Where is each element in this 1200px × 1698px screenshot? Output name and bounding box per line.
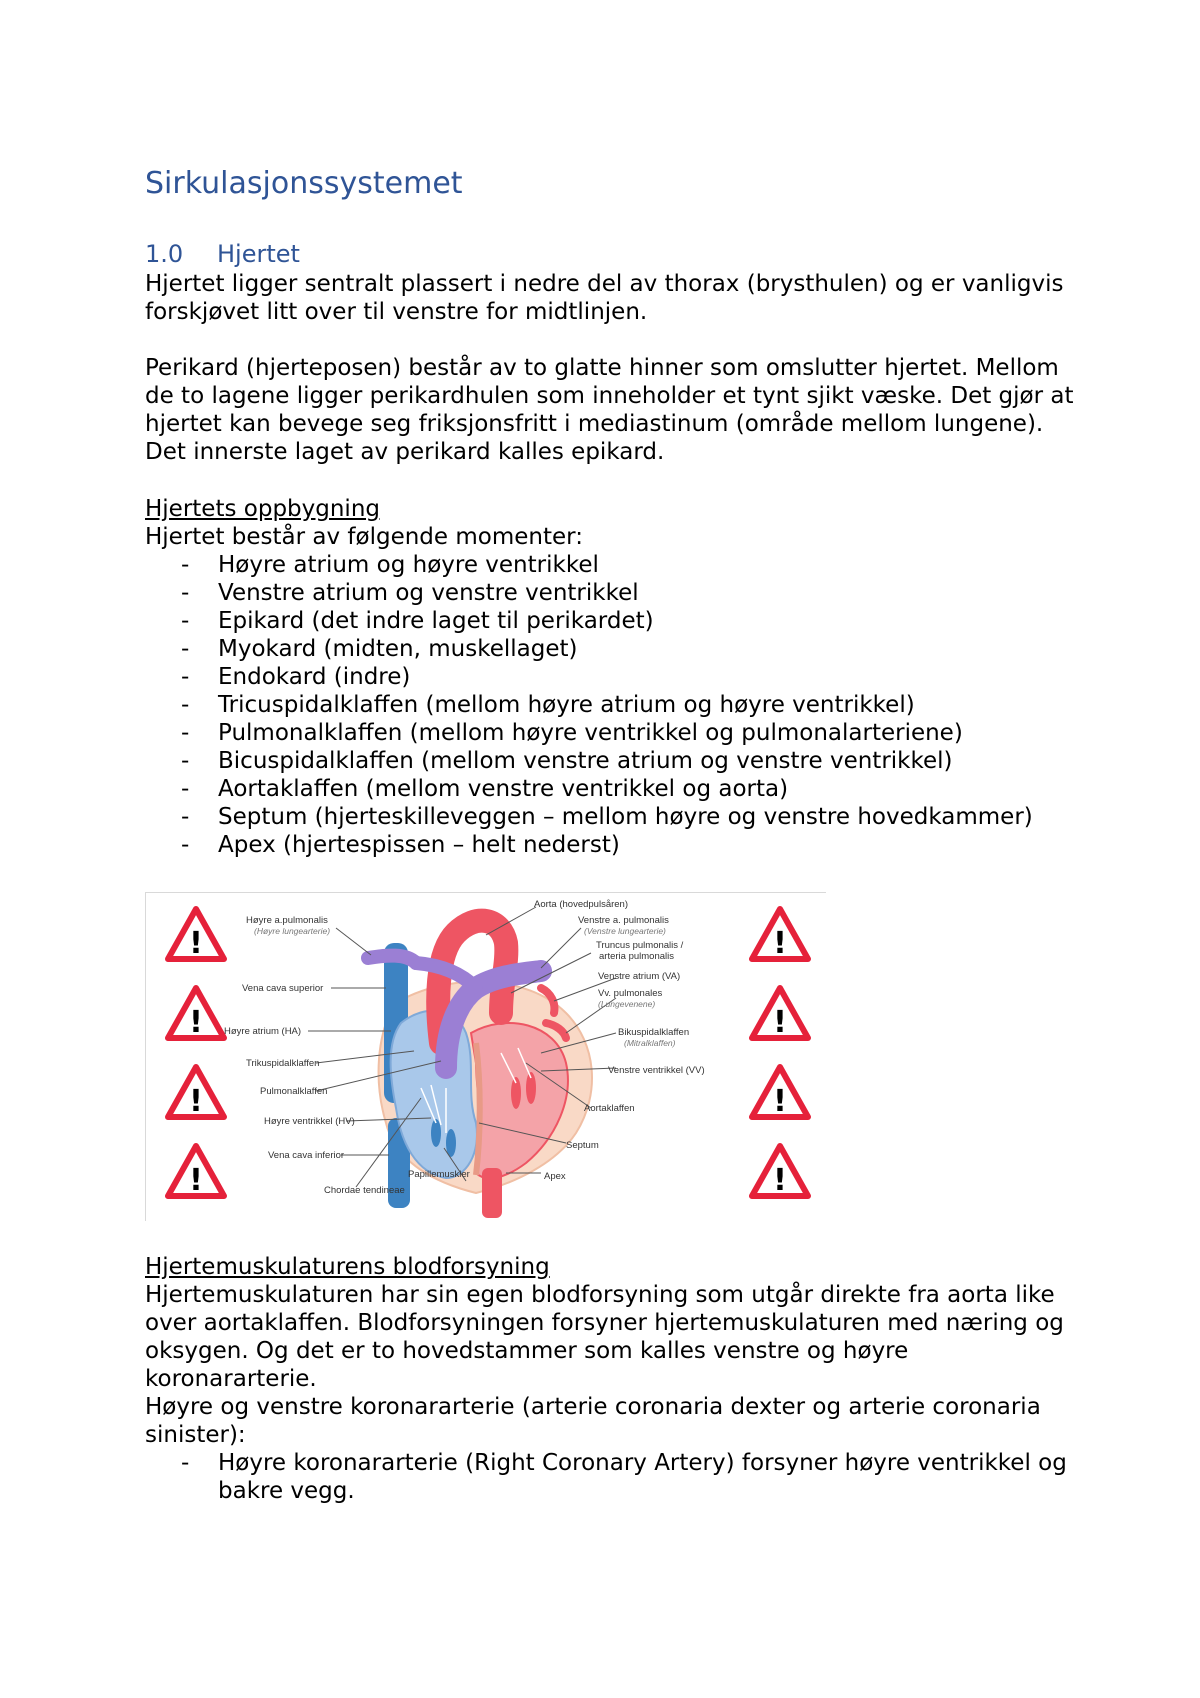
blodforsyning-paragraph: Hjertemuskulaturen har sin egen blodforsyning som utgår direkte fra aorta like over aortaklaffen. Blodforsyningen forsyner hjertemuskulaturen med næring og oksygen. Og det er to hovedstammer som kalles venstre og høyre koronararterie.	[145, 1282, 1064, 1392]
label-hoyre-lungearterie: (Høyre lungearterie)	[254, 926, 331, 936]
warning-icon	[752, 988, 808, 1040]
list-item: - Endokard (indre)	[145, 663, 1085, 691]
warning-glyph: !	[189, 1163, 203, 1198]
warning-glyph: !	[773, 926, 787, 961]
label-lungevenene: (Lungevenene)	[598, 999, 656, 1009]
warning-icon	[752, 909, 808, 961]
section-title: Hjertet	[217, 240, 300, 268]
label-arteria-pulmonalis: arteria pulmonalis	[599, 951, 674, 962]
label-papillemuskler: Papillemuskler	[408, 1169, 470, 1180]
warning-icon	[168, 988, 224, 1040]
warning-icon	[168, 1146, 224, 1198]
label-hoyre-atrium: Høyre atrium (HA)	[224, 1026, 302, 1037]
heart-diagram-svg	[146, 893, 826, 1221]
label-venstre-a-pulmonalis: Venstre a. pulmonalis	[578, 915, 669, 926]
label-venstre-atrium: Venstre atrium (VA)	[598, 971, 681, 982]
oppbygning-list	[145, 551, 1085, 859]
list-item: - Bicuspidalklaffen (mellom venstre atrium og venstre ventrikkel)	[145, 747, 1085, 775]
label-trikuspidalklaffen: Trikuspidalklaffen	[246, 1058, 320, 1069]
list-item: - Aortaklaffen (mellom venstre ventrikkel og aorta)	[145, 775, 1085, 803]
heart-diagram	[145, 892, 826, 1221]
list-item: - Epikard (det indre laget til perikardet)	[145, 607, 1085, 635]
list-item: - Venstre atrium og venstre ventrikkel	[145, 579, 1085, 607]
warning-glyph: !	[773, 1163, 787, 1198]
warning-glyph: !	[773, 1005, 787, 1040]
warning-icon	[752, 1067, 808, 1119]
label-chordae-tendineae: Chordae tendineae	[324, 1185, 405, 1196]
label-hoyre-ventrikkel: Høyre ventrikkel (HV)	[264, 1116, 355, 1127]
section-number: 1.0	[145, 240, 184, 268]
label-septum: Septum	[566, 1140, 599, 1151]
label-vena-cava-superior: Vena cava superior	[242, 983, 324, 994]
paragraph-location: Hjertet ligger sentralt plassert i nedre del av thorax (brysthulen) og er vanligvis forskjøvet litt over til venstre for midtlinjen.	[145, 271, 1064, 325]
koronararterie-list	[145, 1449, 1085, 1505]
blodforsyning-heading: Hjertemuskulaturens blodforsyning	[145, 1254, 550, 1280]
list-item: - Pulmonalklaffen (mellom høyre ventrikkel og pulmonalarteriene)	[145, 719, 1085, 747]
label-truncus-pulmonalis: Truncus pulmonalis /	[596, 940, 684, 951]
paragraph-perikard: Perikard (hjerteposen) består av to glatte hinner som omslutter hjertet. Mellom de to lagene ligger perikardhulen som inneholder et tynt sjikt væske. Det gjør at hjertet kan bevege seg friksjonsfritt i mediastinum (område mellom lungene). Det innerste laget av perikard kalles epikard.	[145, 355, 1074, 465]
warning-glyph: !	[189, 1084, 203, 1119]
label-pulmonalklaffen: Pulmonalklaffen	[260, 1086, 328, 1097]
list-item: - Apex (hjertespissen – helt nederst)	[145, 831, 1085, 859]
label-bikuspidalklaffen: Bikuspidalklaffen	[618, 1027, 690, 1038]
list-item: - Myokard (midten, muskellaget)	[145, 635, 1085, 663]
warning-glyph: !	[189, 926, 203, 961]
label-aortaklaffen: Aortaklaffen	[584, 1103, 635, 1114]
blodforsyning-section	[145, 1253, 1085, 1505]
list-item: - Septum (hjerteskilleveggen – mellom høyre og venstre hovedkammer)	[145, 803, 1085, 831]
label-venstre-ventrikkel: Venstre ventrikkel (VV)	[608, 1065, 705, 1076]
label-apex: Apex	[544, 1171, 566, 1182]
list-item: - Høyre atrium og høyre ventrikkel	[145, 551, 1085, 579]
list-item: - Høyre koronararterie (Right Coronary Artery) forsyner høyre ventrikkel og bakre vegg.	[145, 1449, 1085, 1505]
warning-icon	[752, 1146, 808, 1198]
section-heading	[145, 240, 300, 268]
label-vv-pulmonales: Vv. pulmonales	[598, 988, 663, 999]
warning-glyph: !	[189, 1005, 203, 1040]
label-aorta: Aorta (hovedpulsåren)	[534, 899, 628, 910]
label-hoyre-a-pulmonalis: Høyre a.pulmonalis	[246, 915, 328, 926]
label-venstre-lungearterie: (Venstre lungearterie)	[584, 926, 666, 936]
oppbygning-section	[145, 495, 1085, 859]
warning-glyph: !	[773, 1084, 787, 1119]
warning-icon	[168, 1067, 224, 1119]
list-item: - Tricuspidalklaffen (mellom høyre atrium og høyre ventrikkel)	[145, 691, 1085, 719]
oppbygning-heading: Hjertets oppbygning	[145, 496, 380, 522]
koronararterie-paragraph: Høyre og venstre koronararterie (arterie coronaria dexter og arterie coronaria sinister):	[145, 1394, 1041, 1448]
oppbygning-intro: Hjertet består av følgende momenter:	[145, 524, 583, 550]
label-vena-cava-inferior: Vena cava inferior	[268, 1150, 345, 1161]
document-title: Sirkulasjonssystemet	[145, 166, 463, 201]
label-mitralklaffen: (Mitralklaffen)	[624, 1038, 676, 1048]
warning-icon	[168, 909, 224, 961]
